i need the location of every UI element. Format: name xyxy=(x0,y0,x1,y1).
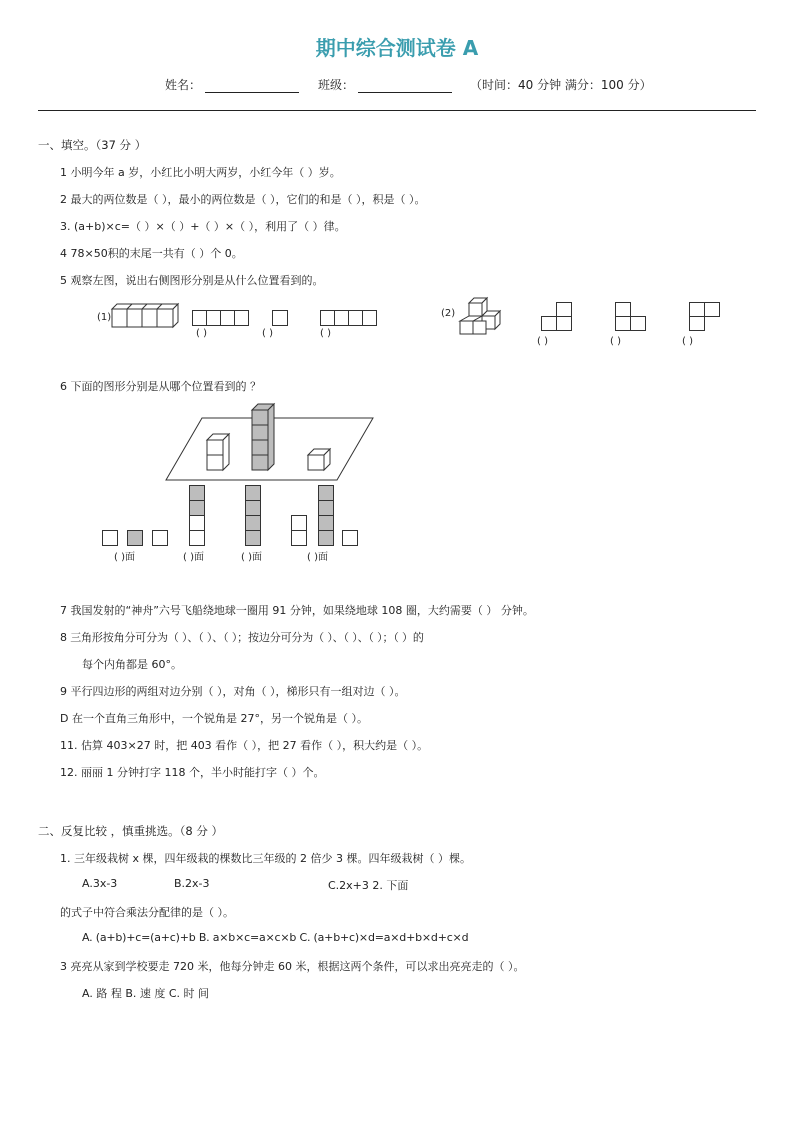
question-11: 11. 估算 403×27 时，把 403 看作（ ），把 27 看作（ ），积大约是（ ）。 xyxy=(60,739,429,752)
q5-answer-1a[interactable]: ( ) xyxy=(196,328,207,339)
class-label: 班级： xyxy=(318,78,355,92)
q5-view-1c xyxy=(320,310,378,326)
q5-figure-1-label: (1) xyxy=(97,312,112,323)
q6-view-b xyxy=(189,485,207,547)
q5-answer-2a[interactable]: ( ) xyxy=(537,336,548,347)
q5-view-2c xyxy=(689,302,721,332)
s2-q1-option-a[interactable]: A.3x-3 xyxy=(82,877,118,890)
q5-view-1b xyxy=(272,310,288,326)
q6-platform-figure xyxy=(165,402,375,482)
q6-view-d xyxy=(291,485,341,547)
question-8-cont: 每个内角都是 60°。 xyxy=(82,658,182,671)
question-9: 9 平行四边形的两组对边分别（ ），对角（ ），梯形只有一组对边（ ）。 xyxy=(60,685,406,698)
question-6: 6 下面的图形分别是从哪个位置看到的 ？ xyxy=(60,380,261,393)
q6-view-a xyxy=(102,530,170,546)
page-title: 期中综合测试卷 A xyxy=(315,36,479,60)
s2-question-1: 1. 三年级栽树 x 棵，四年级栽的棵数比三年级的 2 倍少 3 棵。四年级栽树（ ）棵。 xyxy=(60,852,471,865)
section-1-heading: 一、填空。（37 分 ） xyxy=(38,138,147,152)
question-12: 12. 丽丽 1 分钟打字 118 个，半小时能打字（ ）个。 xyxy=(60,766,325,779)
q5-answer-2c[interactable]: ( ) xyxy=(682,336,693,347)
question-10: D 在一个直角三角形中，一个锐角是 27°，另一个锐角是（ ）。 xyxy=(60,712,368,725)
s2-q1-option-c[interactable]: C.2x+3 2. 下面 xyxy=(328,879,409,892)
test-info: （时间：40 分钟 满分：100 分） xyxy=(470,78,652,92)
name-field[interactable] xyxy=(205,92,299,93)
question-7: 7 我国发射的“神舟”六号飞船绕地球一圈用 91 分钟，如果绕地球 108 圈，大约需要（ ） 分钟。 xyxy=(60,604,534,617)
s2-q3-options[interactable]: A. 路 程 B. 速 度 C. 时 间 xyxy=(82,987,210,1000)
question-4: 4 78×50积的末尾一共有（ ）个 0。 xyxy=(60,247,243,260)
q5-cube-stack-3d xyxy=(460,298,502,340)
name-label: 姓名： xyxy=(165,78,202,92)
question-1: 1 小明今年 a 岁，小红比小明大两岁，小红今年（ ）岁。 xyxy=(60,166,341,179)
q5-cube-row-3d xyxy=(112,304,178,328)
q6-view-c xyxy=(245,485,263,547)
class-field[interactable] xyxy=(358,92,452,93)
q5-view-2b xyxy=(615,302,647,332)
header-divider xyxy=(38,110,756,111)
q6-answer-a[interactable]: ( )面 xyxy=(114,552,135,563)
q5-view-2a xyxy=(541,302,573,332)
q5-answer-1b[interactable]: ( ) xyxy=(262,328,273,339)
section-2-heading: 二、反复比较 ，慎重挑选。（8 分 ） xyxy=(38,824,224,838)
question-8: 8 三角形按角分可分为（ ）、（ ）、（ ）；按边分可分为（ ）、（ ）、（ ）；（ ）的 xyxy=(60,631,424,644)
q6-view-e xyxy=(342,530,360,546)
q5-answer-1c[interactable]: ( ) xyxy=(320,328,331,339)
q5-answer-2b[interactable]: ( ) xyxy=(610,336,621,347)
s2-question-2: 的式子中符合乘法分配律的是（ ）。 xyxy=(60,906,234,919)
q6-answer-d[interactable]: ( )面 xyxy=(307,552,328,563)
s2-q1-option-b[interactable]: B.2x-3 xyxy=(174,877,210,890)
s2-q2-options[interactable]: A. (a+b)+c=(a+c)+b B. a×b×c=a×c×b C. (a+b+c)×d=a×d+b×d+c×d xyxy=(82,931,469,944)
q6-answer-b[interactable]: ( )面 xyxy=(183,552,204,563)
question-5: 5 观察左图，说出右侧图形分别是从什么位置看到的。 xyxy=(60,274,324,287)
q6-answer-c[interactable]: ( )面 xyxy=(241,552,262,563)
question-3: 3. (a+b)×c=（ ）×（ ）+（ ）×（ ），利用了（ ）律。 xyxy=(60,220,346,233)
q5-figure-2-label: (2) xyxy=(441,308,456,319)
s2-question-3: 3 亮亮从家到学校要走 720 米，他每分钟走 60 米，根据这两个条件，可以求出亮亮走的（ ）。 xyxy=(60,960,525,973)
q5-view-1a xyxy=(192,310,250,326)
question-2: 2 最大的两位数是（ ），最小的两位数是（ ），它们的和是（ ），积是（ ）。 xyxy=(60,193,426,206)
